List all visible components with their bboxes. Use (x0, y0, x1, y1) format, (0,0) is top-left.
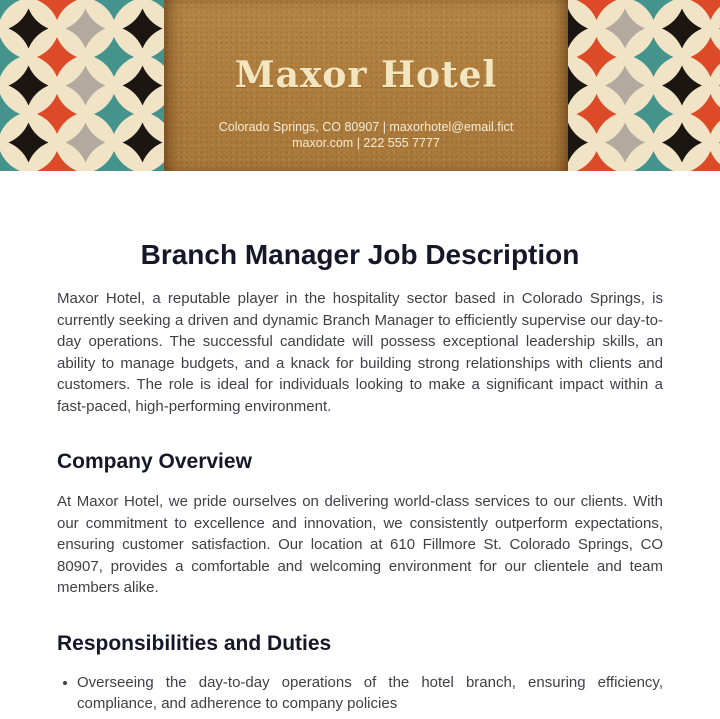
hotel-contact-line1: Colorado Springs, CO 80907 | maxorhotel@email.fict (218, 120, 514, 134)
section-heading-responsibilities: Responsibilities and Duties (57, 631, 332, 655)
hotel-contact (164, 120, 568, 151)
company-overview-paragraph: At Maxor Hotel, we pride ourselves on delivering world-class services to our clients. With our commitment to excellence and innovation, we consistently outperform expectations, ensuring customer satisfaction. Our location at 610 Fillmore St. Colorado Springs, CO 80907, provides a comfortable and welcoming environment for our clientele and team members alike. (57, 493, 663, 596)
hotel-contact-line2: maxor.com | 222 555 7777 (292, 135, 440, 150)
intro-paragraph: Maxor Hotel, a reputable player in the hospitality sector based in Colorado Springs, is currently seeking a driven and dynamic Branch Manager to efficiently supervise our day-to-day operations. The successful candidate will possess exceptional leadership skills, an ability to manage budgets, and a knack for building strong relationships with clients and customers. The role is ideal for individuals looking to make a significant impact within a fast-paced, high-performing environment. (57, 290, 663, 415)
section-heading-company-overview: Company Overview (57, 450, 252, 473)
job-description-document (0, 238, 720, 715)
banner-center (164, 0, 568, 171)
hotel-name: Maxor Hotel (234, 54, 498, 96)
banner (0, 0, 720, 171)
page-title: Branch Manager Job Description (140, 239, 580, 270)
list-item: Overseeing the day-to-day operations of the hotel branch, ensuring efficiency, compliance, and adherence to company policies (77, 672, 663, 715)
responsibilities-list (57, 672, 663, 715)
banner-pattern-right (568, 0, 720, 171)
banner-pattern-left (0, 0, 164, 171)
